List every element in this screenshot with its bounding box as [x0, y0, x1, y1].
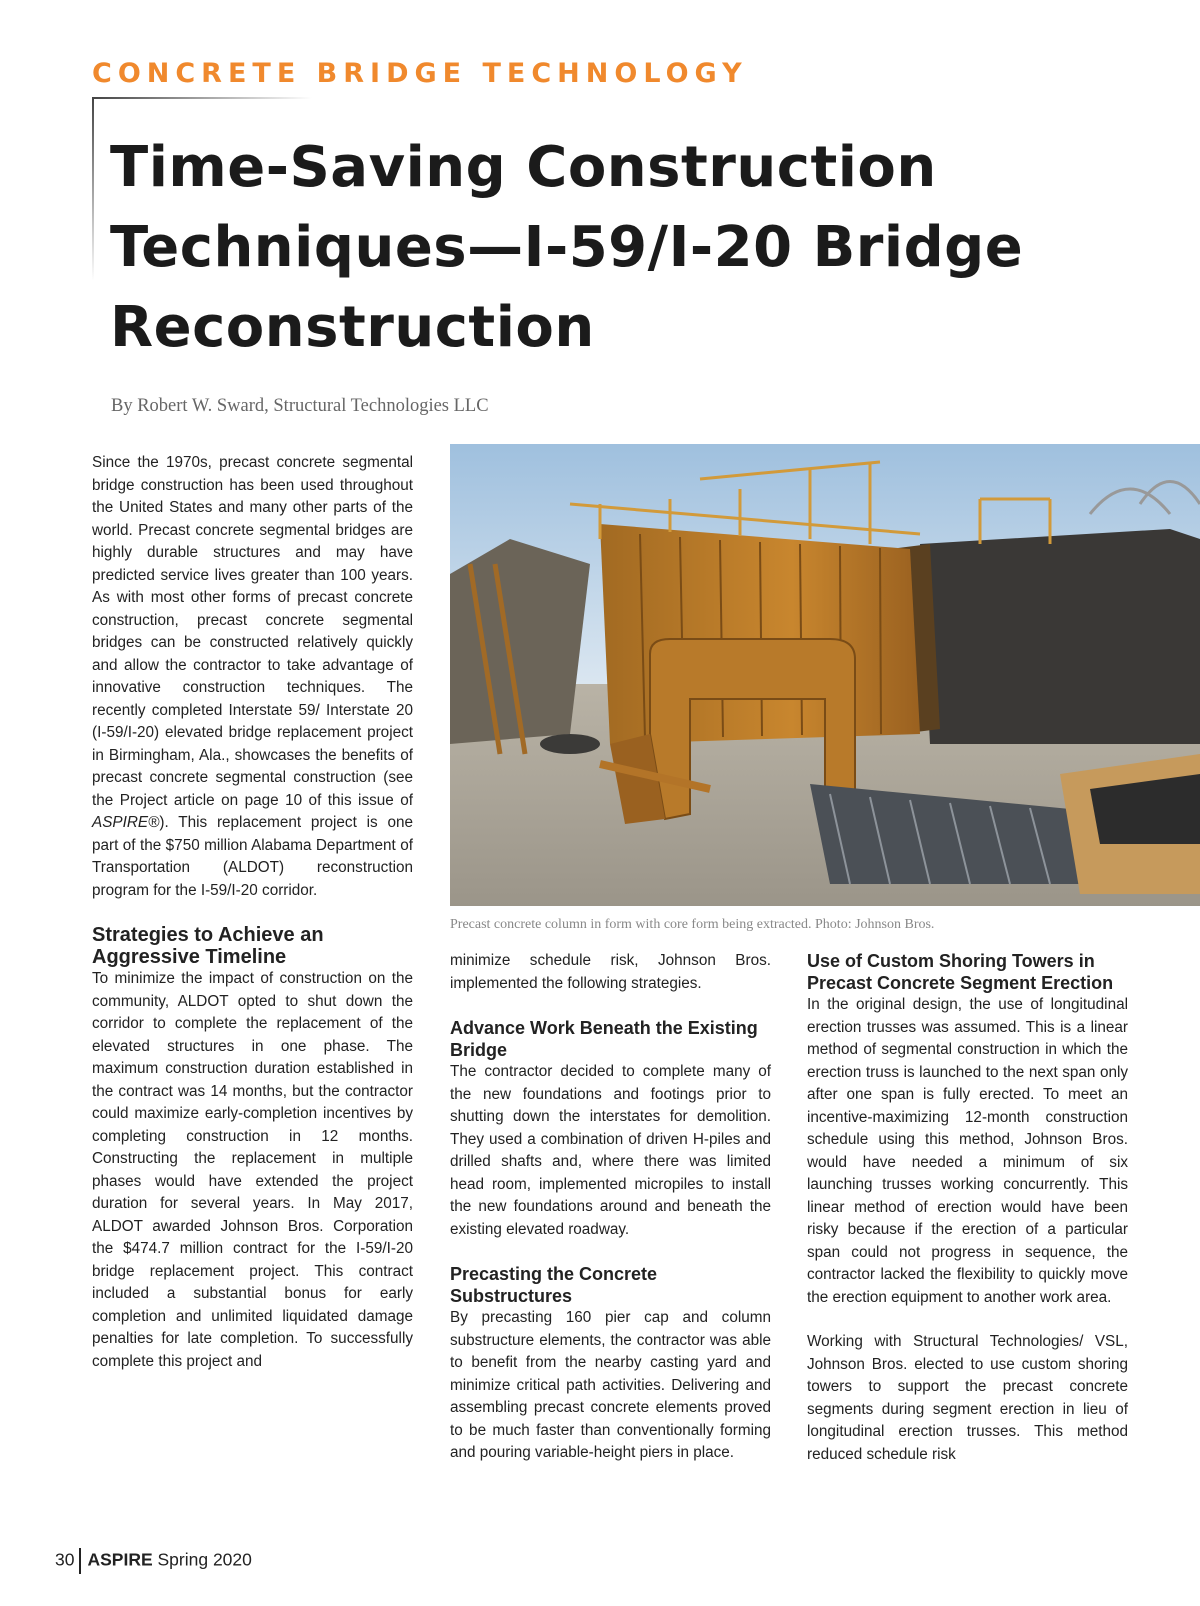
footer-divider [79, 1548, 81, 1574]
byline: By Robert W. Sward, Structural Technologies LLC [111, 396, 489, 416]
section-heading-strategies: Strategies to Achieve an Aggressive Timeline [92, 924, 324, 968]
column-2 [450, 950, 771, 1465]
title-rule-horizontal [92, 97, 312, 99]
photo-caption: Precast concrete column in form with core form being extracted. Photo: Johnson Bros. [450, 917, 935, 932]
precasting-paragraph: By precasting 160 pier cap and column substructure elements, the contractor was able to benefit from the nearby casting yard and minimize critical path activities. Delivering and assembling precast concrete elements proved to be much faster than conventionally forming and pouring variable-height piers in place. [450, 1309, 771, 1461]
shoring-paragraph-2: Working with Structural Technologies/ VSL, Johnson Bros. elected to use custom shoring towers to support the precast concrete segments during segment erection in lieu of longitudinal erection trusses. This method reduced schedule risk [807, 1333, 1128, 1463]
shoring-paragraph-1: In the original design, the use of longitudinal erection trusses was assumed. This is a linear method of segmental construction in which the erection truss is launched to the next span only after one span is fully erected. To meet an incentive-maximizing 12-month construction schedule using this method, Johnson Bros. would have needed a minimum of six launching trusses working concurrently. This linear method of erection would have been risky because if the erection of a particular span could not progress in sequence, the contractor lacked the flexibility to quickly move the erection equipment to another work area. [807, 996, 1128, 1306]
advance-work-paragraph: The contractor decided to complete many of the new foundations and footings prior to shutting down the interstates for demolition. They used a combination of driven H-piles and drilled shafts and, where there was limited head room, implemented micropiles to install the new foundations around and beneath the existing elevated roadway. [450, 1063, 771, 1238]
title-rule-vertical [92, 97, 94, 281]
subheading-precasting: Precasting the Concrete Substructures [450, 1264, 658, 1306]
subheading-shoring-towers: Use of Custom Shoring Towers in Precast Concrete Segment Erection [807, 951, 1114, 993]
page-footer [55, 1548, 252, 1574]
intro-text-a: Since the 1970s, precast concrete segmental bridge construction has been used throughout the United States and many other parts of the world. Precast concrete segmental bridges are highly durable structures and may have predicted service lives greater than 100 years. As with most other forms of precast concrete construction, precast concrete segmental bridges can be constructed relatively quickly and allow the contractor to take advantage of innovative construction techniques. The recently completed Interstate 59/ Interstate 20 (I-59/I-20) elevated bridge replacement project in Birmingham, Ala., showcases the benefits of precast concrete segmental construction (see the Project article on page 10 of this issue of [92, 454, 413, 809]
strategies-lead-paragraph: minimize schedule risk, Johnson Bros. implemented the following strategies. [450, 952, 771, 992]
article-title: Time-Saving Construction Techniques—I-59/I-20 Bridge Reconstruction [110, 135, 1024, 360]
page-number: 30 [55, 1549, 75, 1570]
magazine-name: ASPIRE® [92, 814, 160, 831]
section-kicker: CONCRETE BRIDGE TECHNOLOGY [92, 58, 748, 89]
subheading-advance-work: Advance Work Beneath the Existing Bridge [450, 1018, 758, 1060]
issue-label: Spring 2020 [157, 1549, 252, 1570]
column-1 [92, 452, 413, 1373]
intro-text-b: ). This replacement project is one part of the $750 million Alabama Department of Transportation (ALDOT) reconstruction program for the I-59/I-20 corridor. [92, 814, 413, 899]
column-3 [807, 950, 1128, 1466]
intro-paragraph [92, 452, 413, 902]
strategies-paragraph: To minimize the impact of construction on the community, ALDOT opted to shut down the corridor to complete the replacement of the elevated structures in one phase. The maximum construction duration established in the contract was 14 months, but the contractor could maximize early-completion incentives by completing construction in 12 months. Constructing the replacement in multiple phases would have extended the project duration for several years. In May 2017, ALDOT awarded Johnson Bros. Corporation the $474.7 million contract for the I-59/I-20 bridge replacement project. This contract included a substantial bonus for early completion and unlimited liquidated damage penalties for late completion. To successfully complete this project and [92, 970, 413, 1370]
magazine-title: ASPIRE [87, 1549, 153, 1570]
construction-photo [450, 444, 1200, 906]
